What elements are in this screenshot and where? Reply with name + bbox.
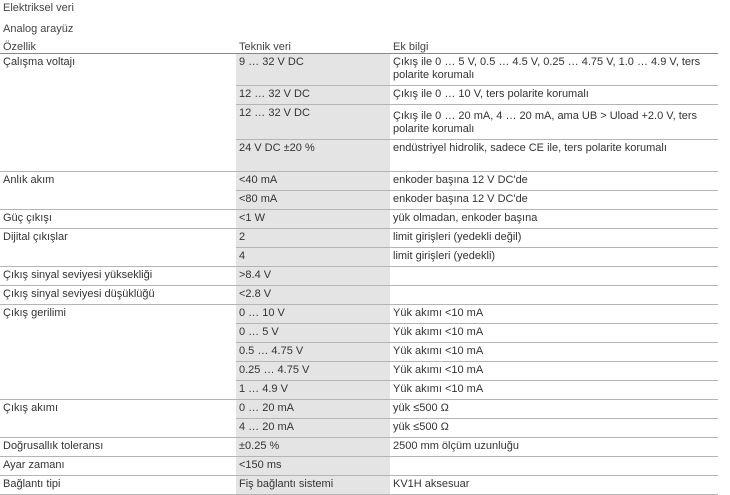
table-row (0, 343, 718, 362)
property-label (0, 248, 236, 267)
extra-info: limit girişleri (yedekli) (390, 248, 718, 267)
extra-info (390, 286, 718, 305)
technical-value: 0 … 20 mA (236, 400, 390, 419)
header-row (0, 38, 718, 54)
technical-value: 0.5 … 4.75 V (236, 343, 390, 362)
technical-value: 4 … 20 mA (236, 419, 390, 438)
property-label (0, 140, 236, 172)
table-row (0, 248, 718, 267)
technical-value: 1 … 4.9 V (236, 381, 390, 400)
subsection-title: Analog arayüz (3, 23, 74, 35)
technical-value: <2.8 V (236, 286, 390, 305)
extra-info: yük ≤500 Ω (390, 400, 718, 419)
property-label: Bağlantı tipi (0, 476, 236, 495)
header-technical: Teknik veri (236, 38, 390, 54)
technical-value: <150 ms (236, 457, 390, 476)
technical-value: 9 … 32 V DC (236, 54, 390, 86)
table-row (0, 86, 718, 105)
property-label (0, 381, 236, 400)
table-row (0, 54, 718, 86)
property-label: Güç çıkışı (0, 210, 236, 229)
technical-value: >8.4 V (236, 267, 390, 286)
extra-info: Çıkış ile 0 … 20 mA, 4 … 20 mA, ama UB > Uload +2.0 V, ters polarite korumalı (390, 105, 718, 140)
header-property: Özellik (0, 38, 236, 54)
extra-info: KV1H aksesuar (390, 476, 718, 495)
extra-info: Yük akımı <10 mA (390, 305, 718, 324)
table-row (0, 419, 718, 438)
property-label (0, 86, 236, 105)
extra-info: endüstriyel hidrolik, sadece CE ile, ters polarite korumalı (390, 140, 718, 172)
table-row (0, 140, 718, 172)
extra-info: yük ≤500 Ω (390, 419, 718, 438)
property-label: Çıkış sinyal seviyesi yüksekliği (0, 267, 236, 286)
extra-info: enkoder başına 12 V DC'de (390, 191, 718, 210)
spec-table (0, 38, 718, 495)
technical-value: <40 mA (236, 172, 390, 191)
table-row (0, 267, 718, 286)
extra-info (390, 267, 718, 286)
extra-info: 2500 mm ölçüm uzunluğu (390, 438, 718, 457)
extra-info: Çıkış ile 0 … 5 V, 0.5 … 4.5 V, 0.25 … 4.75 V, 1.0 … 4.9 V, ters polarite korumalı (390, 54, 718, 86)
extra-info: enkoder başına 12 V DC'de (390, 172, 718, 191)
technical-value: ±0.25 % (236, 438, 390, 457)
property-label (0, 105, 236, 140)
table-row (0, 105, 718, 140)
property-label (0, 324, 236, 343)
table-row (0, 191, 718, 210)
technical-value: 12 … 32 V DC (236, 105, 390, 140)
table-row (0, 286, 718, 305)
section-title: Elektriksel veri (3, 2, 74, 14)
header-extra: Ek bilgi (390, 38, 718, 54)
property-label: Çıkış gerilimi (3, 307, 66, 319)
extra-info: Yük akımı <10 mA (390, 381, 718, 400)
property-label (0, 191, 236, 210)
table-row (0, 381, 718, 400)
property-label (0, 343, 236, 362)
technical-value: <1 W (236, 210, 390, 229)
technical-value: <80 mA (236, 191, 390, 210)
property-label (0, 362, 236, 381)
table-row (0, 172, 718, 191)
technical-value: Fiş bağlantı sistemi (236, 476, 390, 495)
table-row (0, 229, 718, 248)
property-label: Dijital çıkışlar (3, 231, 68, 243)
extra-info: Çıkış ile 0 … 10 V, ters polarite korumalı (390, 86, 718, 105)
table-row (0, 305, 718, 324)
property-label (0, 419, 236, 438)
technical-value: 24 V DC ±20 % (236, 140, 390, 172)
technical-value: 2 (236, 229, 390, 248)
technical-value: 0 … 10 V (236, 305, 390, 324)
technical-value: 4 (236, 248, 390, 267)
extra-info: Yük akımı <10 mA (390, 324, 718, 343)
extra-info: yük olmadan, enkoder başına (390, 210, 718, 229)
table-row (0, 362, 718, 381)
technical-value: 0 … 5 V (236, 324, 390, 343)
property-label: Doğrusallık toleransı (0, 438, 236, 457)
table-row (0, 476, 718, 495)
extra-info: Yük akımı <10 mA (390, 362, 718, 381)
extra-info: Yük akımı <10 mA (390, 343, 718, 362)
extra-info (390, 457, 718, 476)
property-label: Çıkış akımı (3, 402, 59, 414)
table-row (0, 457, 718, 476)
technical-value: 12 … 32 V DC (236, 86, 390, 105)
extra-info: limit girişleri (yedekli değil) (390, 229, 718, 248)
technical-value: 0.25 … 4.75 V (236, 362, 390, 381)
table-row (0, 324, 718, 343)
spec-body (0, 54, 718, 495)
property-label: Çalışma voltajı (3, 56, 76, 68)
table-row (0, 400, 718, 419)
property-label: Ayar zamanı (0, 457, 236, 476)
table-row (0, 210, 718, 229)
property-label: Çıkış sinyal seviyesi düşüklüğü (0, 286, 236, 305)
property-label: Anlık akım (3, 174, 55, 186)
table-row (0, 438, 718, 457)
